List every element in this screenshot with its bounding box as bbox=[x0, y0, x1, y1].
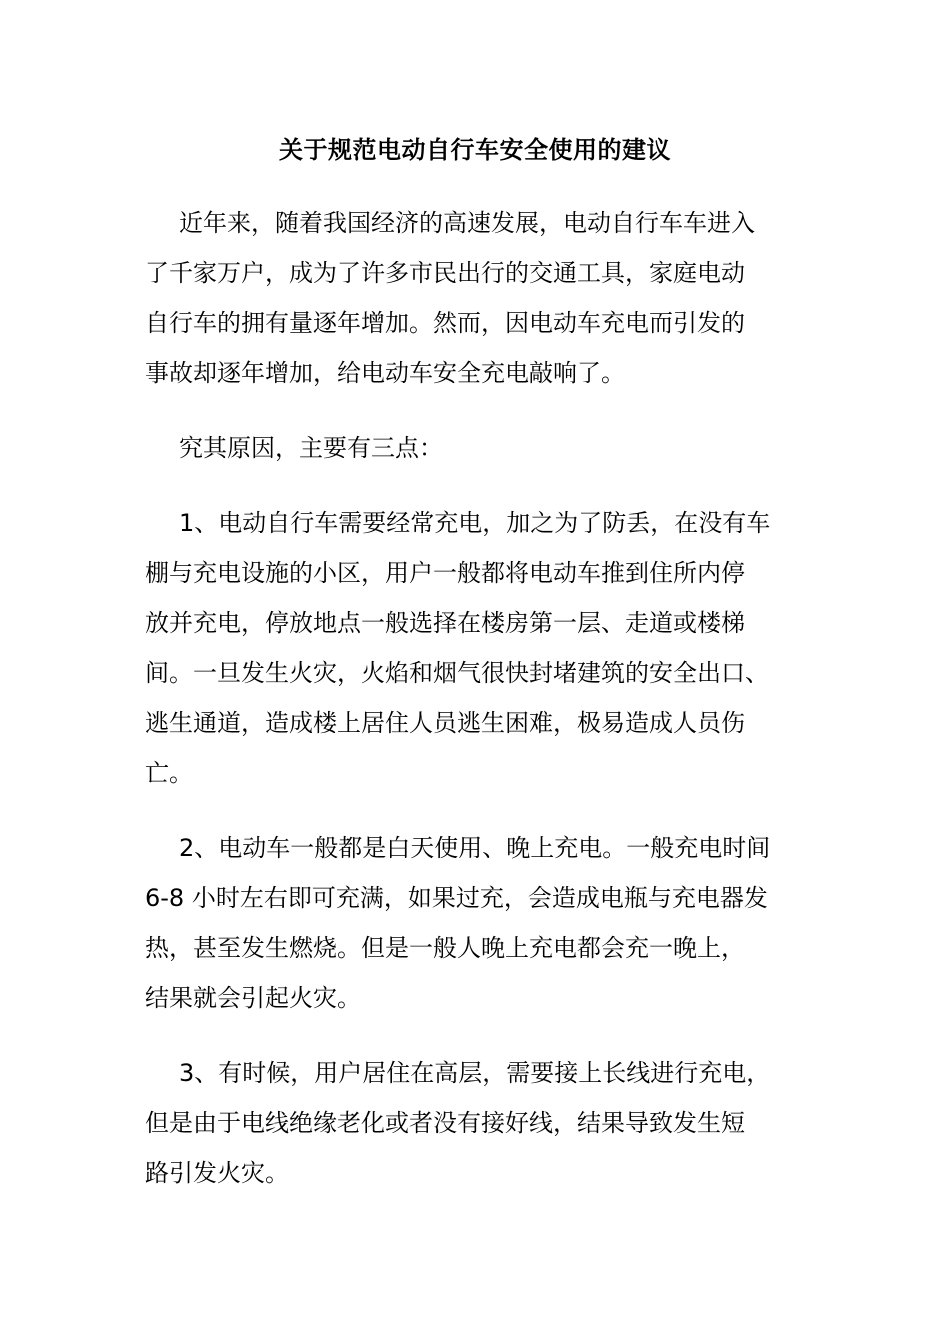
text-line: 热，甚至发生燃烧。但是一般人晚上充电都会充一晚上， bbox=[145, 934, 745, 962]
paragraph-intro bbox=[145, 198, 810, 398]
document-body bbox=[145, 198, 810, 1223]
text-line: 逃生通道，造成楼上居住人员逃生困难，极易造成人员伤 bbox=[145, 709, 745, 737]
document-title: 关于规范电动自行车安全使用的建议 bbox=[279, 136, 671, 164]
text-line: 放并充电，停放地点一般选择在楼房第一层、走道或楼梯 bbox=[145, 609, 745, 637]
text-line: 事故却逐年增加，给电动车安全充电敲响了。 bbox=[145, 359, 625, 387]
paragraph-reason-2 bbox=[145, 823, 810, 1023]
text-line: 究其原因，主要有三点： bbox=[179, 434, 443, 462]
text-line: 结果就会引起火灾。 bbox=[145, 984, 361, 1012]
text-line: 路引发火灾。 bbox=[145, 1159, 289, 1187]
paragraph-reason-3 bbox=[145, 1048, 810, 1198]
text-line: 1、电动自行车需要经常充电，加之为了防丢，在没有车 bbox=[179, 509, 771, 537]
text-line: 近年来，随着我国经济的高速发展，电动自行车车进入 bbox=[179, 209, 755, 237]
text-line: 3、有时候，用户居住在高层，需要接上长线进行充电， bbox=[179, 1059, 771, 1087]
text-line: 棚与充电设施的小区，用户一般都将电动车推到住所内停 bbox=[145, 559, 745, 587]
text-line: 但是由于电线绝缘老化或者没有接好线，结果导致发生短 bbox=[145, 1109, 745, 1137]
text-line: 2、电动车一般都是白天使用、晚上充电。一般充电时间 bbox=[179, 834, 771, 862]
text-line: 间。一旦发生火灾，火焰和烟气很快封堵建筑的安全出口、 bbox=[145, 659, 769, 687]
text-line: 自行车的拥有量逐年增加。然而，因电动车充电而引发的 bbox=[145, 309, 745, 337]
text-line: 了千家万户，成为了许多市民出行的交通工具，家庭电动 bbox=[145, 259, 745, 287]
paragraph-reason-1 bbox=[145, 498, 810, 798]
text-line: 6-8 小时左右即可充满，如果过充，会造成电瓶与充电器发 bbox=[145, 884, 768, 912]
text-line: 亡。 bbox=[145, 759, 193, 787]
paragraph-reasons-heading bbox=[145, 423, 810, 473]
